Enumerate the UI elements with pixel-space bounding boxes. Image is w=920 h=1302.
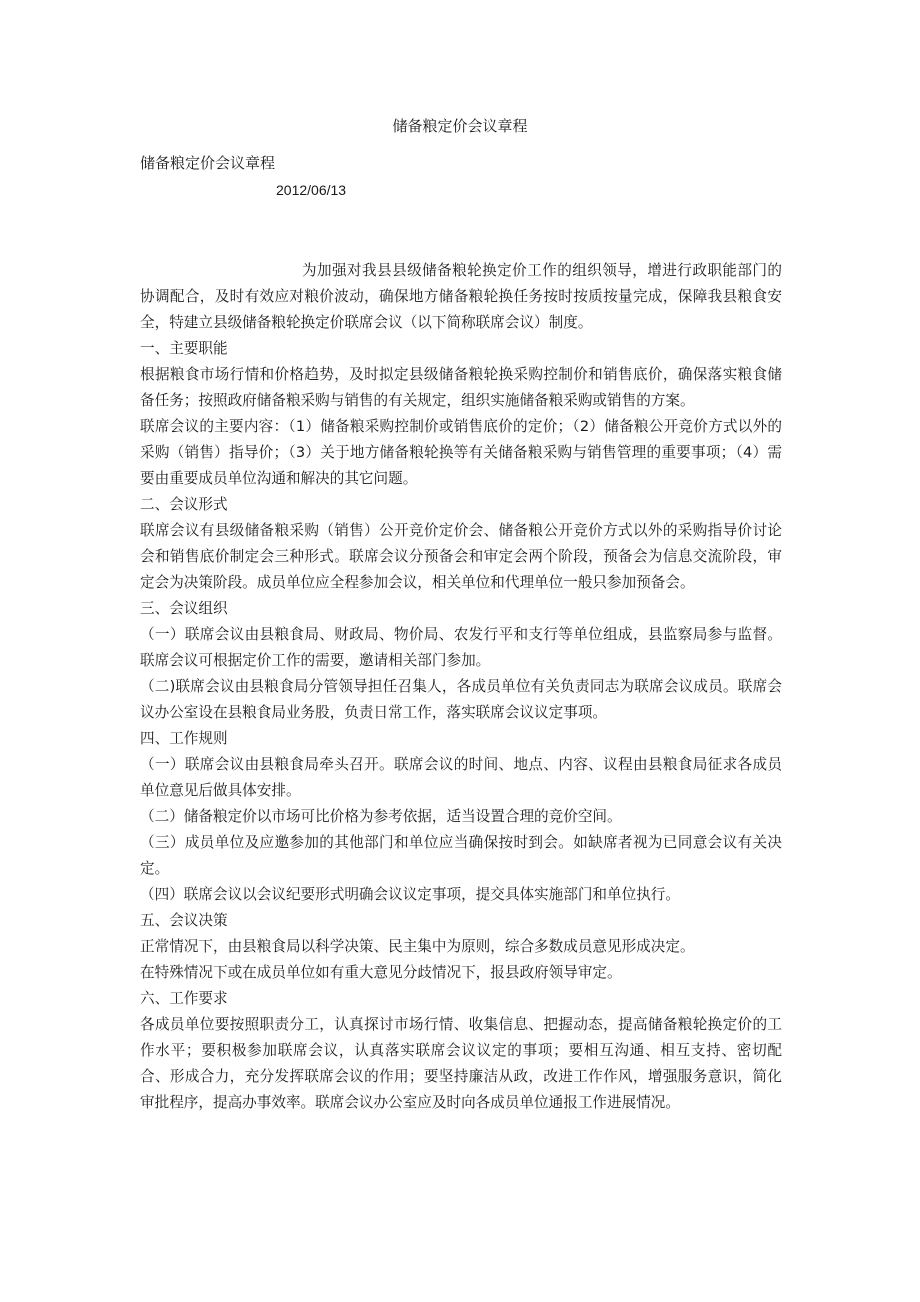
section-heading: 三、会议组织 (140, 600, 228, 617)
section-paragraph: （一）联席会议由县粮食局、财政局、物价局、农发行平和支行等单位组成，县监察局参与监督。联席会议可根据定价工作的需要，邀请相关部门参加。 (140, 626, 782, 669)
section-heading: 五、会议决策 (140, 912, 228, 929)
section-paragraph: （三）成员单位及应邀参加的其他部门和单位应当确保按时到会。如缺席者视为已同意会议有关决定。 (140, 834, 782, 877)
section-paragraph: 正常情况下，由县粮食局以科学决策、民主集中为原则，综合多数成员意见形成决定。 (140, 938, 695, 955)
section-paragraph: 各成员单位要按照职责分工，认真探讨市场行情、收集信息、把握动态，提高储备粮轮换定价的工作水平；要积极参加联席会议，认真落实联席会议议定的事项；要相互沟通、相互支持、密切配合、形成合力，充分发挥联席会议的作用；要坚持廉洁从政，改进工作作风，增强服务意识，简化审批程序，提高办事效率。联席会议办公室应及时向各成员单位通报工作进展情况。 (140, 1016, 782, 1111)
section-paragraph: 根据粮食市场行情和价格趋势，及时拟定县级储备粮轮换采购控制价和销售底价，确保落实粮食储备任务；按照政府储备粮采购与销售的有关规定，组织实施储备粮采购或销售的方案。 (140, 366, 782, 409)
document-subtitle: 储备粮定价会议章程 (140, 154, 276, 172)
section-heading: 二、会议形式 (140, 496, 228, 513)
section-paragraph: 联席会议有县级储备粮采购（销售）公开竞价定价会、储备粮公开竞价方式以外的采购指导价讨论会和销售底价制定会三种形式。联席会议分预备会和审定会两个阶段，预备会为信息交流阶段，审定会为决策阶段。成员单位应全程参加会议，相关单位和代理单位一般只参加预备会。 (140, 522, 782, 591)
section-heading: 六、工作要求 (140, 990, 228, 1007)
section-paragraph: （四）联席会议以会议纪要形式明确会议议定事项，提交具体实施部门和单位执行。 (140, 886, 680, 903)
section-paragraph: 联席会议的主要内容：（1）储备粮采购控制价或销售底价的定价；（2）储备粮公开竞价方式以外的采购（销售）指导价；（3）关于地方储备粮轮换等有关储备粮采购与销售管理的重要事项；（4）需要由重要成员单位沟通和解决的其它问题。 (140, 418, 782, 487)
section-paragraph: （一）联席会议由县粮食局牵头召开。联席会议的时间、地点、内容、议程由县粮食局征求各成员单位意见后做具体安排。 (140, 756, 782, 799)
section-paragraph: 在特殊情况下或在成员单位如有重大意见分歧情况下，报县政府领导审定。 (140, 964, 622, 981)
intro-paragraph: 为加强对我县县级储备粮轮换定价工作的组织领导，增进行政职能部门的协调配合，及时有效应对粮价波动，确保地方储备粮轮换任务按时按质按量完成，保障我县粮食安全，特建立县级储备粮轮换定价联席会议（以下简称联席会议）制度。 (140, 262, 782, 331)
section-heading: 四、工作规则 (140, 730, 228, 747)
section-heading: 一、主要职能 (140, 340, 228, 357)
document-date: 2012/06/13 (276, 182, 347, 198)
section-paragraph: （二)联席会议由县粮食局分管领导担任召集人，各成员单位有关负责同志为联席会议成员。联席会议办公室设在县粮食局业务股，负责日常工作，落实联席会议议定事项。 (140, 678, 782, 721)
document-body (140, 258, 782, 1116)
section-paragraph: （二）储备粮定价以市场可比价格为参考依据，适当设置合理的竞价空间。 (140, 808, 622, 825)
page-title: 储备粮定价会议章程 (392, 117, 528, 135)
